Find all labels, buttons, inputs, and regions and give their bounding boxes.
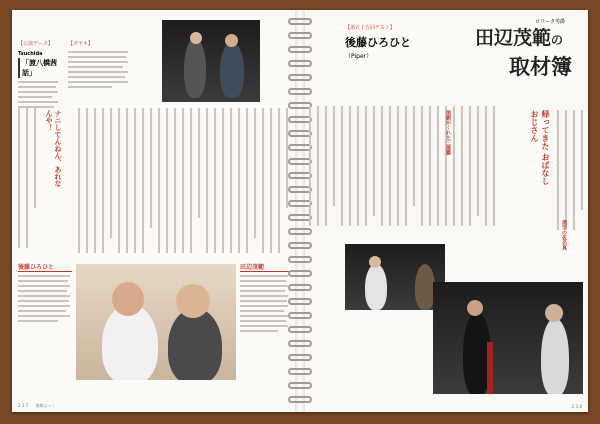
right-page-number <box>572 404 582 409</box>
stage-photo-large <box>433 282 583 394</box>
guest-profile-name: 後藤ひろひと <box>18 262 72 272</box>
play-title: 「渡八橋茜話」 <box>18 58 62 78</box>
spiral-gutter <box>295 10 305 412</box>
grumble-box <box>68 40 130 91</box>
series-title-line2: の <box>551 33 564 47</box>
stage-photo-top <box>162 20 260 102</box>
series-title-line3: 取材簿 <box>509 54 572 79</box>
right-page-number-text: 2 3 8 <box>571 404 582 409</box>
host-profile-name: 田辺茂範 <box>240 262 290 272</box>
performance-data-box <box>18 40 62 111</box>
host-profile <box>240 262 290 335</box>
troupe-label: Tsuchida <box>18 51 43 57</box>
red-vertical-heading: 帰ってきた おばなしおじさん <box>530 110 550 185</box>
guest-tag: 【第五十五回ゲスト】 <box>345 25 395 31</box>
series-prefix: ロリータ男爵 <box>534 19 565 25</box>
right-page <box>305 10 588 412</box>
performance-data-heading: 【公演データ】 <box>18 41 54 47</box>
series-title-line1: 田辺茂範 <box>475 27 552 49</box>
section-heading-2: 漢字の仮名真 <box>561 220 567 250</box>
guest-profile <box>18 262 72 325</box>
grumble-heading: 【ボヤキ】 <box>68 41 94 47</box>
series-title <box>475 27 583 51</box>
guest-header <box>345 24 455 60</box>
left-page <box>12 10 295 412</box>
guest-group: （Piper） <box>345 53 373 60</box>
left-page-number <box>18 403 55 409</box>
left-footer-text: 演劇ぶっく <box>35 403 56 408</box>
right-sidebar-text <box>505 110 585 310</box>
magazine-spread <box>12 10 588 412</box>
left-page-number-text: 2 3 7 <box>18 403 29 408</box>
section-heading-1: 演劇がくれた三連覇 <box>445 110 451 155</box>
portrait-photo <box>76 264 236 380</box>
guest-name-title: 後藤ひろひと <box>345 36 411 49</box>
stage-photo-middle <box>345 244 445 310</box>
red-vertical-quote: ナニしてんねん、あれなんや！ <box>45 110 62 187</box>
right-body-text <box>305 80 505 230</box>
